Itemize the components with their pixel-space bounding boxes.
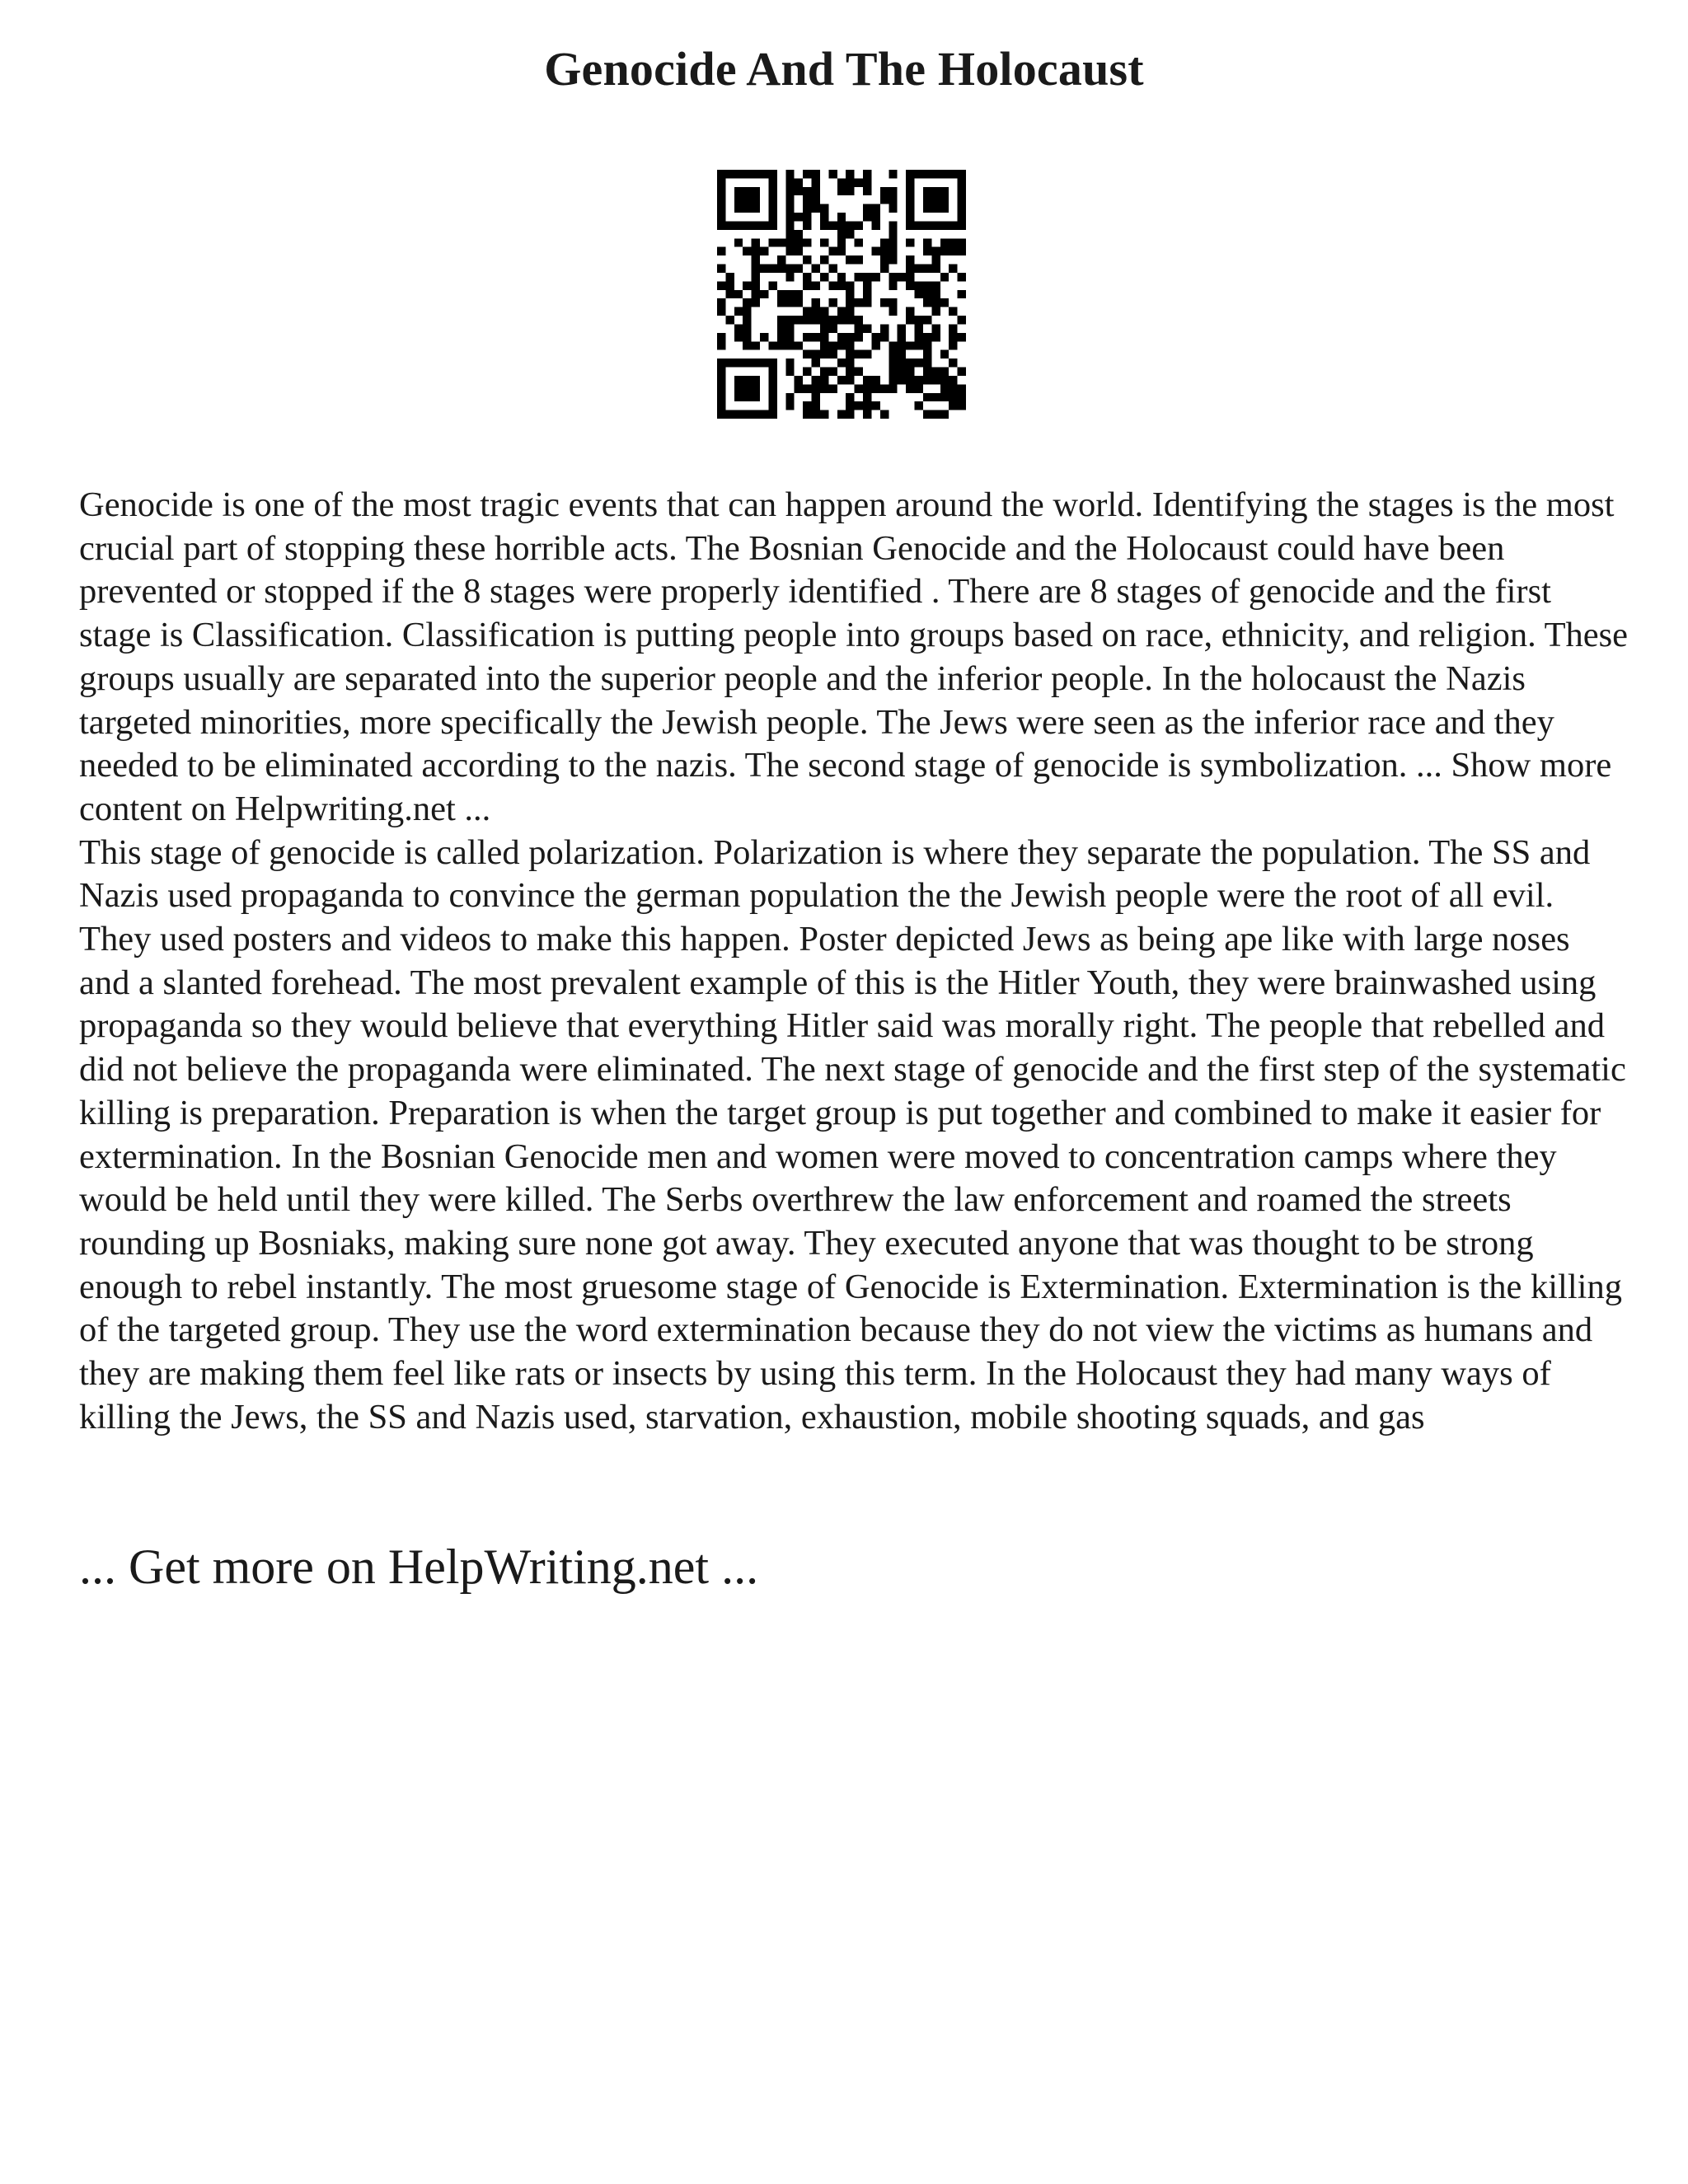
article-body: [79, 484, 1629, 1439]
get-more-link[interactable]: ... Get more on HelpWriting.net ...: [79, 1540, 759, 1594]
qr-code-icon: [717, 170, 966, 419]
paragraph-2: This stage of genocide is called polarization. Polarization is where they separate the population. The SS and Nazis used propaganda to convince the german population the the Jewish people were the root of all evil. They used posters and videos to make this happen. Poster depicted Jews as being ape like with large noses and a slanted forehead. The most prevalent example of this is the Hitler Youth, they were brainwashed using propaganda so they would believe that everything Hitler said was morally right. The people that rebelled and did not believe the propaganda were eliminated. The next stage of genocide and the first step of the systematic killing is preparation. Preparation is when the target group is put together and combined to make it easier for extermination. In the Bosnian Genocide men and women were moved to concentration camps where they would be held until they were killed. The Serbs overthrew the law enforcement and roamed the streets rounding up Bosniaks, making sure none got away. They executed anyone that was thought to be strong enough to rebel instantly. The most gruesome stage of Genocide is Extermination. Extermination is the killing of the targeted group. They use the word extermination because they do not view the victims as humans and they are making them feel like rats or insects by using this term. In the Holocaust they had many ways of killing the Jews, the SS and Nazis used, starvation, exhaustion, mobile shooting squads, and gas: [79, 832, 1626, 1436]
paragraph-1: Genocide is one of the most tragic events that can happen around the world. Identifying the stages is the most crucial part of stopping these horrible acts. The Bosnian Genocide and the Holocaust could have been prevented or stopped if the 8 stages were properly identified . There are 8 stages of genocide and the first stage is Classification. Classification is putting people into groups based on race, ethnicity, and religion. These groups usually are separated into the superior people and the inferior people. In the holocaust the Nazis targeted minorities, more specifically the Jewish people. The Jews were seen as the inferior race and they needed to be eliminated according to the nazis. The second stage of genocide is symbolization. ... Show more content on Helpwriting.net ...: [79, 485, 1629, 828]
page-title: Genocide And The Holocaust: [544, 42, 1144, 96]
